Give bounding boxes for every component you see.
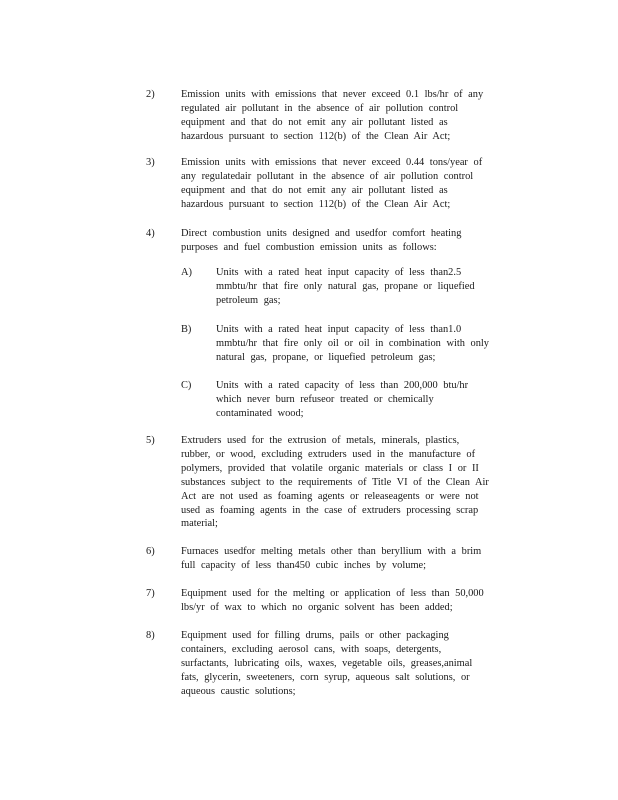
item-number: 6) (146, 546, 155, 557)
item-text (181, 434, 501, 531)
text-line: used as foaming agents in the case of extruders processing scrap (181, 504, 479, 516)
text-line: containers, excluding aerosol cans, with soaps, detergents, (181, 643, 442, 655)
text-line: lbs/yr of wax to which no organic solvent has been added; (181, 601, 453, 613)
sub-item-letter: A) (181, 267, 192, 278)
text-line: fats, glycerin, sweeteners, corn syrup, aqueous salt solutions, or (181, 671, 470, 683)
text-line: hazardous pursuant to section 112(b) of the Clean Air Act; (181, 198, 451, 210)
text-line: Equipment used for filling drums, pails or other packaging (181, 630, 449, 641)
text-line: equipment and that do not emit any air pollutant listed as (181, 116, 448, 128)
item-number: 2) (146, 89, 155, 100)
text-line: surfactants, lubricating oils, waxes, vegetable oils, greases,animal (181, 657, 473, 669)
text-line: equipment and that do not emit any air pollutant listed as (181, 184, 448, 196)
item-number: 3) (146, 157, 155, 168)
text-line: purposes and fuel combustion emission units as follows: (181, 241, 437, 253)
item-text (181, 587, 501, 615)
text-line: contaminated wood; (216, 407, 304, 419)
text-line: hazardous pursuant to section 112(b) of the Clean Air Act; (181, 130, 451, 142)
text-line: regulated air pollutant in the absence of air pollution control (181, 102, 459, 114)
item-number: 8) (146, 630, 155, 641)
sub-item-text (216, 379, 501, 421)
text-line: which never burn refuseor treated or chemically (216, 393, 434, 405)
text-line: natural gas, propane, or liquefied petroleum gas; (216, 351, 436, 363)
text-line: Extruders used for the extrusion of metals, minerals, plastics, (181, 435, 460, 446)
text-line: Units with a rated heat input capacity of less than1.0 (216, 324, 462, 335)
text-line: Emission units with emissions that never exceed 0.44 tons/year of (181, 157, 483, 168)
text-line: material; (181, 518, 218, 530)
text-line: Units with a rated heat input capacity of less than2.5 (216, 267, 462, 278)
text-line: Units with a rated capacity of less than 200,000 btu/hr (216, 380, 469, 391)
sub-item-text (216, 323, 501, 365)
item-text (181, 88, 501, 144)
item-text (181, 227, 501, 255)
item-text (181, 629, 501, 699)
sub-item-text (216, 266, 501, 308)
text-line: Emission units with emissions that never exceed 0.1 lbs/hr of any (181, 89, 484, 100)
text-line: full capacity of less than450 cubic inches by volume; (181, 559, 427, 571)
item-number: 5) (146, 435, 155, 446)
sub-item-letter: C) (181, 380, 192, 391)
text-line: Furnaces usedfor melting metals other than beryllium with a brim (181, 546, 482, 557)
text-line: mmbtu/hr that fire only oil or oil in combination with only (216, 337, 489, 349)
item-text (181, 545, 501, 573)
text-line: Equipment used for the melting or application of less than 50,000 (181, 588, 484, 599)
text-line: aqueous caustic solutions; (181, 685, 296, 697)
text-line: mmbtu/hr that fire only natural gas, propane or liquefied (216, 280, 475, 292)
text-line: Direct combustion units designed and usedfor comfort heating (181, 228, 462, 239)
text-line: Act are not used as foaming agents or releaseagents or were not (181, 490, 479, 502)
text-line: rubber, or wood, excluding extruders used in the manufacture of (181, 448, 476, 460)
text-line: any regulatedair pollutant in the absence of air pollution control (181, 170, 474, 182)
item-number: 4) (146, 228, 155, 239)
text-line: petroleum gas; (216, 294, 281, 306)
text-line: polymers, provided that volatile organic materials or class I or II (181, 462, 479, 474)
text-line: substances subject to the requirements of Title VI of the Clean Air (181, 476, 489, 488)
item-text (181, 156, 501, 212)
sub-item-letter: B) (181, 324, 192, 335)
item-number: 7) (146, 588, 155, 599)
